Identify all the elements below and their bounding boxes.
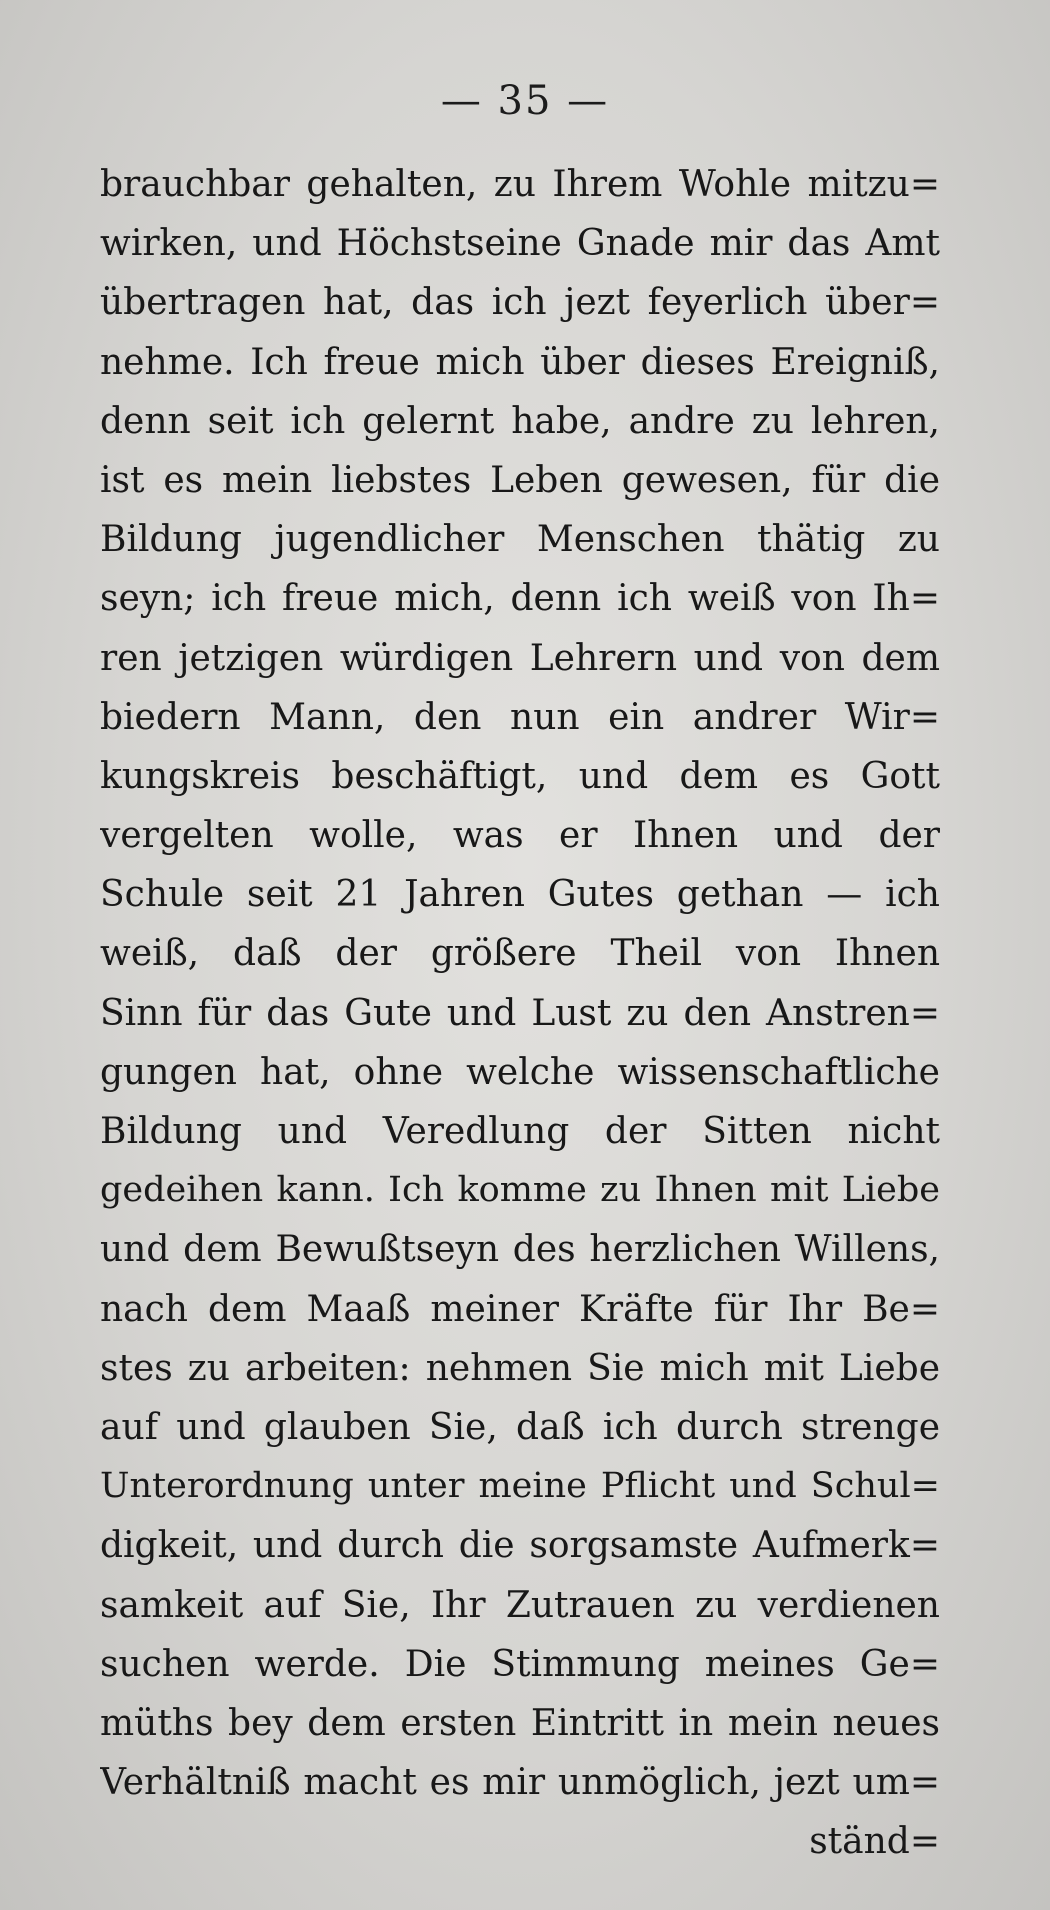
text-line: samkeit auf Sie, Ihr Zutrauen zu verdienen <box>100 1584 940 1626</box>
text-line: suchen werde. Die Stimmung meines Ge= <box>100 1643 940 1685</box>
text-line: denn seit ich gelernt habe, andre zu lehren, <box>100 400 940 442</box>
text-line: übertragen hat, das ich jezt feyerlich über= <box>100 282 940 324</box>
text-line: gungen hat, ohne welche wissenschaftliche <box>100 1051 940 1093</box>
text-line: stes zu arbeiten: nehmen Sie mich mit Liebe <box>100 1347 940 1389</box>
text-line: wirken, und Höchstseine Gnade mir das Amt <box>100 223 940 265</box>
text-line: Schule seit 21 Jahren Gutes gethan — ich <box>100 874 940 916</box>
body-text <box>100 155 940 1871</box>
text-line: Unterordnung unter meine Pflicht und Schul= <box>100 1466 940 1507</box>
text-line: kungskreis beschäftigt, und dem es Gott <box>100 755 940 797</box>
text-line: Verhältniß macht es mir unmöglich, jezt um= <box>100 1762 940 1804</box>
text-line: digkeit, und durch die sorgsamste Aufmerk= <box>100 1525 940 1567</box>
text-line: und dem Bewußtseyn des herzlichen Willens, <box>100 1229 940 1271</box>
text-line: Bildung jugendlicher Menschen thätig zu <box>100 519 940 561</box>
text-line: müths bey dem ersten Eintritt in mein neues <box>100 1702 940 1744</box>
text-line: nehme. Ich freue mich über dieses Ereigniß, <box>100 341 940 383</box>
text-line: weiß, daß der größere Theil von Ihnen <box>100 933 940 975</box>
text-line: auf und glauben Sie, daß ich durch strenge <box>100 1406 940 1448</box>
page-number: — 35 — <box>440 78 610 124</box>
text-line: nach dem Maaß meiner Kräfte für Ihr Be= <box>100 1288 940 1330</box>
text-line: biedern Mann, den nun ein andrer Wir= <box>100 696 940 738</box>
text-line: brauchbar gehalten, zu Ihrem Wohle mitzu= <box>100 164 940 205</box>
text-line: Bildung und Veredlung der Sitten nicht <box>100 1111 940 1152</box>
text-line: seyn; ich freue mich, denn ich weiß von Ih= <box>100 578 940 620</box>
catchword: ständ= <box>809 1821 940 1863</box>
text-line: ren jetzigen würdigen Lehrern und von dem <box>100 637 940 679</box>
text-line: gedeihen kann. Ich komme zu Ihnen mit Liebe <box>100 1170 940 1211</box>
text-line: vergelten wolle, was er Ihnen und der <box>100 815 940 857</box>
text-line: ist es mein liebstes Leben gewesen, für die <box>100 459 940 501</box>
text-line: Sinn für das Gute und Lust zu den Anstren= <box>100 992 940 1034</box>
